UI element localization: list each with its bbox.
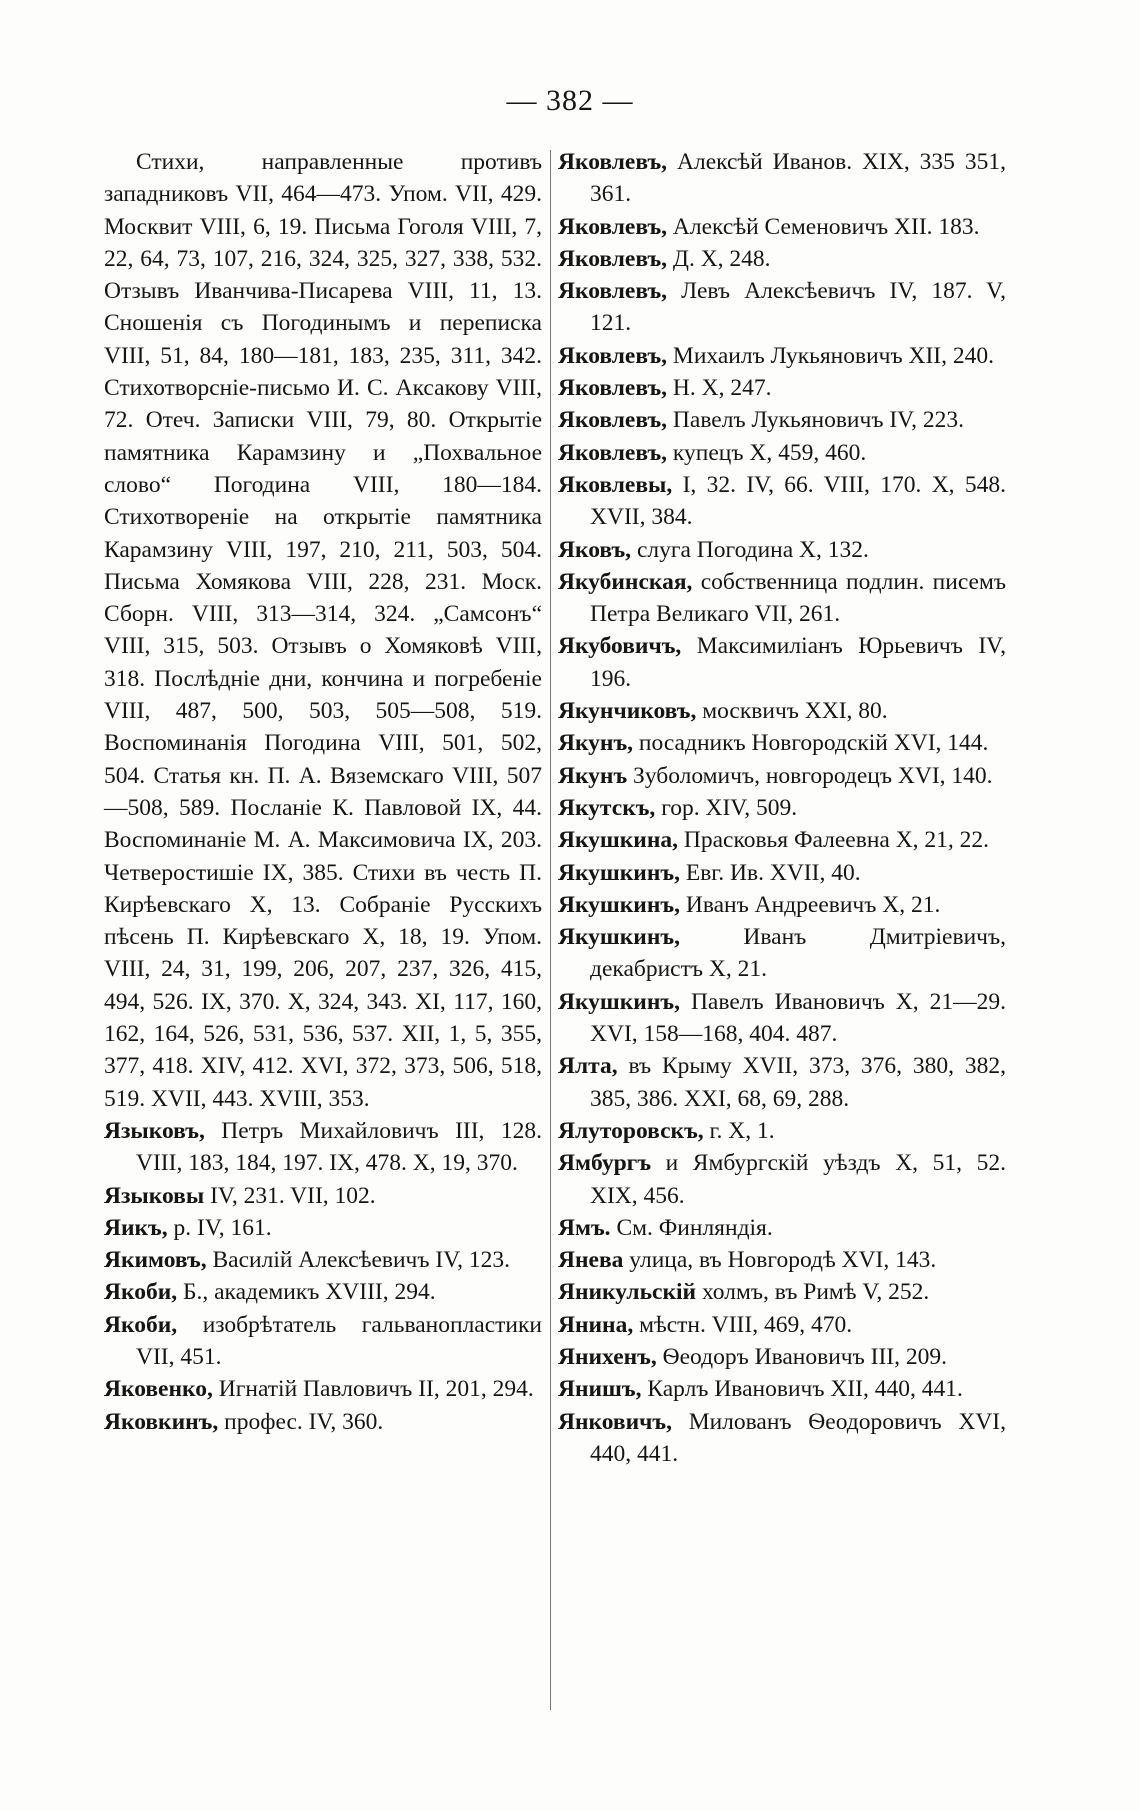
entry-headword: Якимовъ, bbox=[104, 1247, 207, 1274]
entry-headword: Якоби, bbox=[104, 1311, 178, 1338]
entry-headword: Ялта, bbox=[558, 1053, 618, 1080]
index-entry bbox=[558, 792, 1006, 824]
entry-headword: Яковенко, bbox=[104, 1376, 213, 1403]
entry-headword: Янковичъ, bbox=[558, 1408, 672, 1435]
entry-headword: Якутскъ, bbox=[558, 794, 656, 821]
entry-headword: Ямъ. bbox=[558, 1214, 611, 1241]
index-entry bbox=[558, 986, 1006, 1051]
entry-headword: Якунъ bbox=[558, 762, 628, 789]
entry-headword: Языковъ, bbox=[104, 1117, 205, 1144]
entry-headword: Янихенъ, bbox=[558, 1343, 657, 1370]
entry-headword: Ялуторовскъ, bbox=[558, 1117, 704, 1144]
entry-references: купецъ X, 459, 460. bbox=[667, 439, 867, 466]
entry-references: Павелъ Лукьяновичъ IV, 223. bbox=[667, 407, 964, 434]
entry-references: Иванъ Дмитріевичъ, декабристъ X, 21. bbox=[590, 924, 1006, 983]
entry-references: слуга Погодина X, 132. bbox=[631, 536, 869, 563]
index-entry bbox=[558, 1147, 1006, 1212]
index-entry bbox=[558, 566, 1006, 631]
entry-headword: Яникульскій bbox=[558, 1279, 697, 1306]
entry-references: Прасковья Фалеевна X, 21, 22. bbox=[678, 827, 990, 854]
entry-headword: Якушкинъ, bbox=[558, 924, 680, 951]
entry-headword: Якушкинъ, bbox=[558, 891, 680, 918]
index-entry bbox=[558, 437, 1006, 469]
entry-headword: Яковлевъ, bbox=[558, 213, 668, 240]
entry-headword: Якунчиковъ, bbox=[558, 698, 697, 725]
entry-references: холмъ, въ Римѣ V, 252. bbox=[696, 1279, 930, 1306]
index-entry bbox=[104, 1309, 542, 1374]
entry-references: Максимиліанъ Юрьевичъ IV, 196. bbox=[590, 633, 1006, 692]
entry-headword: Яковлевы, bbox=[558, 471, 673, 498]
index-entry bbox=[558, 1406, 1006, 1471]
page-number: — 382 — bbox=[506, 84, 634, 117]
entry-references: Михаилъ Лукьяновичъ XII, 240. bbox=[667, 342, 994, 369]
entry-references: См. Финляндія. bbox=[610, 1214, 773, 1241]
entry-references: посадникъ Новгородскій XVI, 144. bbox=[633, 730, 989, 757]
index-entry bbox=[558, 340, 1006, 372]
entry-references: Стихи, направленные противъ западниковъ VII, 464—473. Упом. VII, 429. Москвит VIII, 6, 19. Письма Гоголя VIII, 7, 22, 64, 73, 107, 216, 324, 325, 327, 338, 532. Отзывъ Иванчива-Писарева VIII, 11, 13. Сношенія съ Погодинымъ и переписка VIII, 51, 84, 180—181, 183, 235, 311, 342. Стихотворсніе-письмо И. С. Аксакову VIII, 72. Отеч. Записки VIII, 79, 80. Открытіе памятника Карамзину и „Похвальное слово“ Погодина VIII, 180—184. Стихотвореніе на открытіе памятника Карамзину VIII, 197, 210, 211, 503, 504. Письма Хомякова VIII, 228, 231. Моск. Сборн. VIII, 313—314, 324. „Самсонъ“ VIII, 315, 503. Отзывъ о Хомяковѣ VIII, 318. Послѣдніе дни, кончина и погребеніе VIII, 487, 500, 503, 505—508, 519. Воспоминанія Погодина VIII, 501, 502, 504. Статья кн. П. А. Вяземскаго VIII, 507—508, 589. Посланіе К. Павловой IX, 44. Воспоминаніе М. А. Максимовича IX, 203. Четверостишіе IX, 385. Стихи въ честь П. Кирѣевскаго X, 13. Собраніе Русскихъ пѣсень П. Кирѣевскаго X, 18, 19. Упом. VIII, 24, 31, 199, 206, 207, 237, 326, 415, 494, 526. IX, 370. X, 324, 343. XI, 117, 160, 162, 164, 526, 531, 536, 537. XII, 1, 5, 355, 377, 418. XIV, 412. XVI, 372, 373, 506, 518, 519. XVII, 443. XVIII, 353. bbox=[104, 149, 542, 1112]
entry-references: Алексѣй Семеновичъ XII. 183. bbox=[667, 213, 980, 240]
index-entry bbox=[558, 824, 1006, 856]
index-entry bbox=[558, 727, 1006, 759]
index-entry bbox=[558, 1309, 1006, 1341]
index-entry bbox=[558, 889, 1006, 921]
index-entry bbox=[558, 372, 1006, 404]
entry-references: и Ямбургскій уѣздъ X, 51, 52. XIX, 456. bbox=[590, 1150, 1006, 1209]
entry-references: Карлъ Ивановичъ XII, 440, 441. bbox=[641, 1376, 963, 1403]
index-entry bbox=[558, 760, 1006, 792]
entry-headword: Яковлевъ, bbox=[558, 407, 668, 434]
index-entry bbox=[558, 630, 1006, 695]
entry-references: р. IV, 161. bbox=[167, 1214, 272, 1241]
entry-references: Алексѣй Иванов. XIX, 335 351, 361. bbox=[590, 149, 1006, 208]
index-entry bbox=[558, 1373, 1006, 1405]
entry-references: Евг. Ив. XVII, 40. bbox=[679, 859, 861, 886]
index-entry bbox=[558, 275, 1006, 340]
index-entry bbox=[558, 1341, 1006, 1373]
index-entry bbox=[558, 1115, 1006, 1147]
entry-headword: Яковлевъ, bbox=[558, 375, 668, 402]
index-entry bbox=[558, 921, 1006, 986]
entry-headword: Якушкина, bbox=[558, 827, 679, 854]
entry-references: профес. IV, 360. bbox=[218, 1408, 384, 1435]
entry-headword: Якунъ, bbox=[558, 730, 634, 757]
entry-references: Зуболомичъ, новгородецъ XVI, 140. bbox=[627, 762, 993, 789]
column-divider bbox=[550, 150, 551, 1710]
index-entry bbox=[104, 1276, 542, 1308]
entry-references: Д. X, 248. bbox=[667, 245, 771, 272]
entry-headword: Якушкинъ, bbox=[558, 988, 680, 1015]
entry-headword: Яковлевъ, bbox=[558, 342, 668, 369]
index-entry bbox=[558, 1276, 1006, 1308]
entry-headword: Янева bbox=[558, 1247, 624, 1274]
entry-headword: Якубовичъ, bbox=[558, 633, 682, 660]
entry-headword: Якушкинъ, bbox=[558, 859, 680, 886]
entry-headword: Якоби, bbox=[104, 1279, 178, 1306]
index-entry bbox=[558, 243, 1006, 275]
entry-references: IV, 231. VII, 102. bbox=[204, 1182, 376, 1209]
index-entry bbox=[558, 1244, 1006, 1276]
entry-references: москвичъ XXI, 80. bbox=[696, 698, 888, 725]
entry-references: въ Крыму XVII, 373, 376, 380, 382, 385, 386. XXI, 68, 69, 288. bbox=[590, 1053, 1006, 1112]
entry-headword: Яковлевъ, bbox=[558, 245, 668, 272]
entry-references: Иванъ Андреевичъ X, 21. bbox=[679, 891, 941, 918]
index-entry bbox=[104, 1115, 542, 1180]
entry-references: улица, въ Новгородѣ XVI, 143. bbox=[623, 1247, 937, 1274]
index-entry bbox=[104, 1406, 542, 1438]
index-entry bbox=[72, 146, 542, 1115]
entry-references: Василій Алексѣевичъ IV, 123. bbox=[206, 1247, 511, 1274]
entry-headword: Янишъ, bbox=[558, 1376, 642, 1403]
entry-references: г. X, 1. bbox=[703, 1117, 775, 1144]
index-entry bbox=[104, 1180, 542, 1212]
index-entry bbox=[558, 857, 1006, 889]
left-column bbox=[104, 146, 542, 1438]
index-entry bbox=[558, 1212, 1006, 1244]
index-entry bbox=[558, 695, 1006, 727]
entry-headword: Яковлевъ, bbox=[558, 439, 668, 466]
entry-references: Ѳеодоръ Ивановичъ III, 209. bbox=[656, 1343, 947, 1370]
entry-headword: Яикъ, bbox=[104, 1214, 168, 1241]
entry-references: мѣстн. VIII, 469, 470. bbox=[633, 1311, 853, 1338]
entry-references: Н. X, 247. bbox=[667, 375, 772, 402]
right-column bbox=[558, 146, 1006, 1470]
entry-headword: Языковы bbox=[104, 1182, 205, 1209]
entry-references: Милованъ Ѳеодоровичъ XVI, 440, 441. bbox=[590, 1408, 1006, 1467]
index-entry bbox=[558, 469, 1006, 534]
entry-headword: Яковлевъ, bbox=[558, 149, 668, 175]
entry-references: Игнатій Павловичъ II, 201, 294. bbox=[212, 1376, 534, 1403]
index-entry bbox=[104, 1373, 542, 1405]
index-entry bbox=[558, 211, 1006, 243]
entry-headword: Янина, bbox=[558, 1311, 634, 1338]
entry-references: изобрѣтатель гальванопластики VII, 451. bbox=[136, 1311, 542, 1370]
entry-headword: Яковъ, bbox=[558, 536, 632, 563]
entry-references: гор. XIV, 509. bbox=[655, 794, 798, 821]
index-entry bbox=[104, 1244, 542, 1276]
entry-references: Б., академикъ XVIII, 294. bbox=[177, 1279, 436, 1306]
index-entry bbox=[104, 1212, 542, 1244]
index-entry bbox=[558, 1050, 1006, 1115]
entry-references: Левъ Алексѣевичъ IV, 187. V, 121. bbox=[590, 278, 1006, 337]
entry-headword: Яковлевъ, bbox=[558, 278, 668, 305]
index-entry bbox=[558, 404, 1006, 436]
entry-headword: Яковкинъ, bbox=[104, 1408, 219, 1435]
entry-headword: Якубинская, bbox=[558, 568, 693, 595]
entry-references: Павелъ Ивановичъ X, 21—29. XVI, 158—168, 404. 487. bbox=[590, 988, 1006, 1048]
entry-headword: Ямбургъ bbox=[558, 1150, 652, 1177]
index-entry bbox=[558, 146, 1006, 211]
index-entry bbox=[558, 534, 1006, 566]
entry-references: I, 32. IV, 66. VIII, 170. X, 548. XVII, 384. bbox=[590, 471, 1006, 531]
entry-references: Петръ Михайловичъ III, 128. VIII, 183, 184, 197. IX, 478. X, 19, 370. bbox=[136, 1117, 542, 1177]
entry-references: собственница подлин. писемъ Петра Великаго VII, 261. bbox=[590, 568, 1006, 628]
